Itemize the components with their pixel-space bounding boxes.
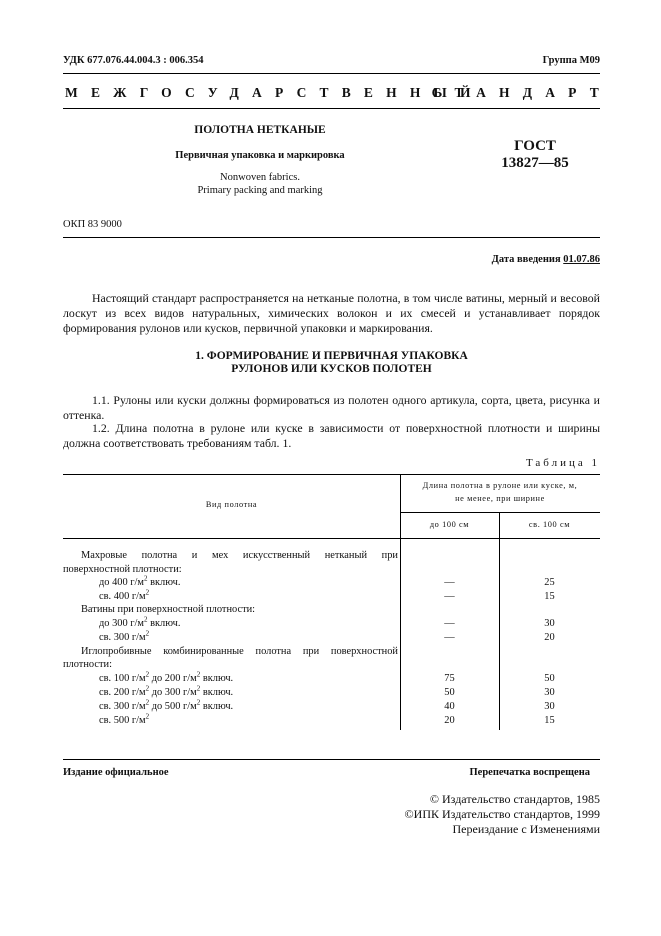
row-label-text: св. 300 г/м [99, 632, 146, 643]
row-label-text: св. 400 г/м [99, 591, 146, 602]
table-cell-to100: 40 [444, 701, 455, 712]
standard-type-word1: МЕЖГОСУДАРСТВЕННЫЙ [65, 85, 484, 100]
superscript: 2 [144, 574, 148, 583]
group3-title-line2: плотности: [63, 659, 112, 670]
okp-rule [63, 237, 600, 238]
superscript: 2 [196, 698, 201, 707]
intro-paragraph: Настоящий стандарт распространяется на нетканые полотна, в том числе ватины, мерный и весовой лоскут из всех видов натуральных, химических волокон и их смесей и устанавливает порядок формирования рулонов или кусков, первичной упаковки и маркирования. [63, 291, 600, 335]
table-row-label [99, 629, 150, 643]
standard-type-word2: СТАНДАРТ [431, 85, 612, 100]
col-header-length-line1: Длина полотна в рулоне или куске, м, [422, 481, 578, 490]
intro-date-value: 01.07.86 [563, 254, 600, 265]
superscript: 2 [145, 629, 150, 638]
row-label-suffix: включ. [147, 618, 181, 629]
col-header-to100: до 100 см [429, 520, 470, 529]
superscript: 2 [196, 684, 201, 693]
copyright-1985: © Издательство стандартов, 1985 [429, 792, 600, 806]
table-row-label [99, 615, 181, 629]
title-rule [63, 108, 600, 109]
superscript: 2 [145, 670, 150, 679]
table-cell-to100: 20 [444, 715, 455, 726]
row-label-text: до 300 г/м [99, 618, 144, 629]
copyright-1999: ©ИПК Издательство стандартов, 1999 [404, 807, 600, 821]
table-cell-to100: — [444, 591, 455, 602]
table-cell-over100: 25 [544, 577, 555, 588]
table-row-label [99, 698, 234, 712]
okp-code: ОКП 83 9000 [63, 219, 122, 230]
group-code: Группа М09 [542, 55, 600, 66]
table-cell-over100: 15 [544, 591, 555, 602]
header-rule [63, 73, 600, 74]
english-title-line2: Primary packing and marking [197, 185, 323, 196]
row-label-text: св. 300 г/м [99, 701, 146, 712]
intro-date [492, 254, 600, 265]
table-row-label [99, 574, 181, 588]
document-subtitle: Первичная упаковка и маркировка [175, 150, 345, 161]
table-cell-over100: 15 [544, 715, 555, 726]
section-heading-line1: 1. ФОРМИРОВАНИЕ И ПЕРВИЧНАЯ УПАКОВКА [195, 350, 468, 362]
english-title-line1: Nonwoven fabrics. [220, 172, 300, 183]
reprint-notice: Перепечатка воспрещена [469, 767, 590, 778]
superscript: 2 [145, 712, 150, 721]
official-edition: Издание официальное [63, 767, 169, 778]
superscript: 2 [144, 615, 148, 624]
row-label-suffix: включ. [200, 701, 234, 712]
paragraph-1-1: 1.1. Рулоны или куски должны формироваться из полотен одного артикула, сорта, цвета, рисунка и оттенка. [63, 393, 600, 422]
col-header-over100: св. 100 см [528, 520, 571, 529]
col-header-type: Вид полотна [205, 500, 258, 509]
row-label-text: св. 200 г/м [99, 687, 146, 698]
row-label-suffix: включ. [200, 673, 234, 684]
group1-title-line2: поверхностной плотности: [63, 564, 182, 575]
reissue-note: Переиздание с Изменениями [452, 822, 600, 836]
group2-title: Ватины при поверхностной плотности: [81, 604, 256, 615]
row-label-suffix: включ. [200, 687, 234, 698]
superscript: 2 [196, 670, 201, 679]
table-header-rule [63, 538, 600, 539]
gost-label: ГОСТ [514, 138, 556, 154]
table-cell-over100: 20 [544, 632, 555, 643]
table-cell-to100: — [444, 577, 455, 588]
paragraph-1-2: 1.2. Длина полотна в рулоне или куске в зависимости от поверхностной плотности и ширины должна соответствовать требованиям табл. 1. [63, 421, 600, 450]
udk-code: УДК 677.076.44.004.3 : 006.354 [63, 55, 204, 66]
intro-date-label: Дата введения [491, 254, 561, 265]
table-cell-over100: 30 [544, 701, 555, 712]
table-row-label [99, 588, 150, 602]
table-row-label [99, 670, 234, 684]
table-top-rule [63, 474, 600, 475]
table-cell-over100: 50 [544, 673, 555, 684]
table-cell-over100: 30 [544, 687, 555, 698]
table-cell-to100: 75 [444, 673, 455, 684]
table-row-label [99, 684, 234, 698]
table-cell-to100: — [444, 618, 455, 629]
row-label-text: до 400 г/м [99, 577, 144, 588]
footer-rule [63, 759, 600, 760]
gost-number: 13827—85 [501, 155, 569, 171]
superscript: 2 [145, 684, 150, 693]
row-label-suffix: включ. [147, 577, 181, 588]
row-label-text: до 300 г/м [149, 687, 197, 698]
col-header-length-line2: не менее, при ширине [455, 494, 545, 503]
row-label-text: св. 500 г/м [99, 715, 146, 726]
table-subheader-rule [400, 512, 600, 513]
row-label-text: до 500 г/м [149, 701, 197, 712]
section-heading-line2: РУЛОНОВ ИЛИ КУСКОВ ПОЛОТЕН [231, 363, 432, 375]
table-caption: Таблица 1 [525, 457, 600, 469]
superscript: 2 [145, 698, 150, 707]
group3-title-line1: Иглопробивные комбинированные полотна при поверхностной [81, 646, 398, 657]
group1-title-line1: Махровые полотна и мех искусственный нетканый при [81, 550, 398, 561]
table-cell-to100: — [444, 632, 455, 643]
row-label-text: св. 100 г/м [99, 673, 146, 684]
superscript: 2 [145, 588, 150, 597]
row-label-text: до 200 г/м [149, 673, 197, 684]
table-cell-to100: 50 [444, 687, 455, 698]
document-title: ПОЛОТНА НЕТКАНЫЕ [194, 124, 326, 136]
table-row-label [99, 712, 150, 726]
table-cell-over100: 30 [544, 618, 555, 629]
